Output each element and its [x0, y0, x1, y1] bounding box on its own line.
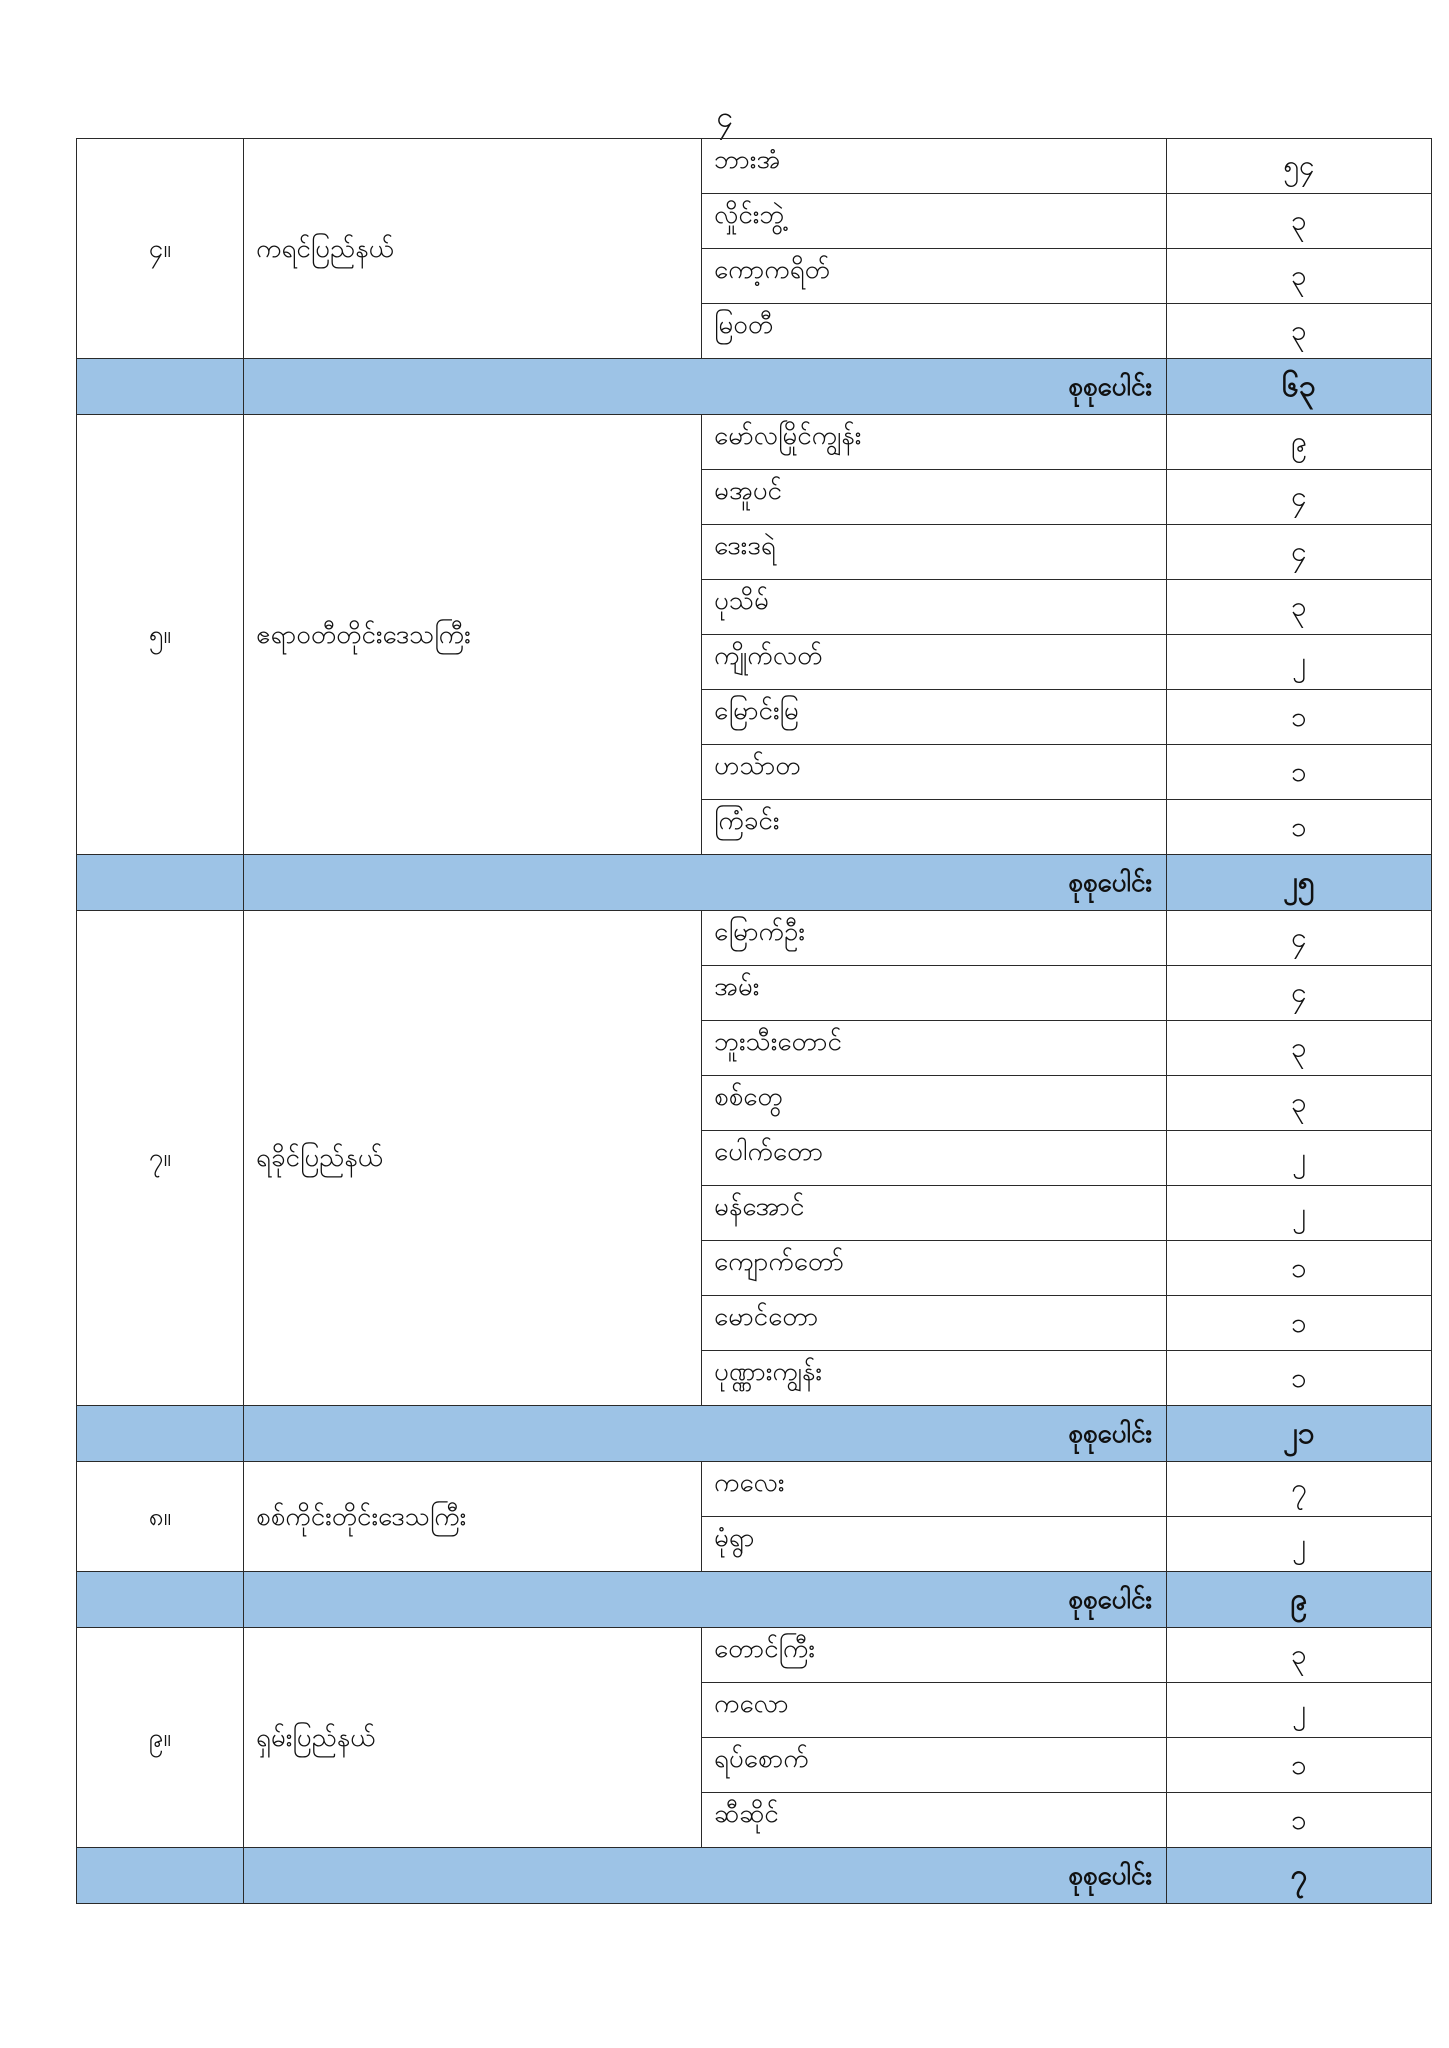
township-count: ၃ [1167, 1021, 1432, 1076]
table-row [77, 1628, 1432, 1683]
total-row [77, 855, 1432, 911]
township-count: ၁ [1167, 800, 1432, 855]
township-count: ၄ [1167, 470, 1432, 525]
township-count: ၃ [1167, 249, 1432, 304]
township-name: လှိုင်းဘွဲ့ [702, 194, 1167, 249]
township-count: ၁ [1167, 1351, 1432, 1406]
township-name: ရပ်စောက် [702, 1738, 1167, 1793]
township-count: ၁ [1167, 745, 1432, 800]
total-value: ၆၃ [1167, 359, 1432, 415]
table-row [77, 139, 1432, 194]
township-count: ၁ [1167, 1241, 1432, 1296]
township-count: ၂ [1167, 635, 1432, 690]
township-count-table [76, 138, 1432, 1904]
township-name: ကလော [702, 1683, 1167, 1738]
township-name: စစ်တွေ [702, 1076, 1167, 1131]
total-row [77, 1848, 1432, 1904]
total-empty-cell [77, 359, 244, 415]
total-value: ၉ [1167, 1572, 1432, 1628]
total-empty-cell [77, 855, 244, 911]
township-count: ၅၄ [1167, 139, 1432, 194]
table-row [77, 1462, 1432, 1517]
group-number: ၅။ [77, 415, 244, 855]
township-count: ၁ [1167, 1296, 1432, 1351]
township-name: ကျောက်တော် [702, 1241, 1167, 1296]
township-name: မန်အောင် [702, 1186, 1167, 1241]
total-value: ၇ [1167, 1848, 1432, 1904]
township-name: ပေါက်တော [702, 1131, 1167, 1186]
township-name: မြောက်ဦး [702, 911, 1167, 966]
total-row [77, 1572, 1432, 1628]
total-label: စုစုပေါင်း [244, 359, 1167, 415]
total-label: စုစုပေါင်း [244, 1406, 1167, 1462]
township-name: ဘူးသီးတောင် [702, 1021, 1167, 1076]
page-number: ၄ [716, 100, 733, 135]
township-count: ၃ [1167, 580, 1432, 635]
township-name: ကော့ကရိတ် [702, 249, 1167, 304]
table-row [77, 415, 1432, 470]
township-name: ဆီဆိုင် [702, 1793, 1167, 1848]
region-name: ရှမ်းပြည်နယ် [244, 1628, 702, 1848]
township-count: ၄ [1167, 911, 1432, 966]
township-count: ၂ [1167, 1186, 1432, 1241]
township-name: ပုဏ္ဏားကျွန်း [702, 1351, 1167, 1406]
township-count: ၂ [1167, 1131, 1432, 1186]
total-label: စုစုပေါင်း [244, 855, 1167, 911]
total-label: စုစုပေါင်း [244, 1848, 1167, 1904]
township-name: မြောင်းမြ [702, 690, 1167, 745]
township-name: ကျိုက်လတ် [702, 635, 1167, 690]
township-name: မအူပင် [702, 470, 1167, 525]
township-count: ၂ [1167, 1683, 1432, 1738]
township-count: ၉ [1167, 415, 1432, 470]
total-empty-cell [77, 1572, 244, 1628]
township-count: ၃ [1167, 194, 1432, 249]
township-count: ၁ [1167, 690, 1432, 745]
group-number: ၈။ [77, 1462, 244, 1572]
township-count: ၇ [1167, 1462, 1432, 1517]
group-number: ၇။ [77, 911, 244, 1406]
township-name: ကလေး [702, 1462, 1167, 1517]
region-name: ဧရာဝတီတိုင်းဒေသကြီး [244, 415, 702, 855]
township-name: ပုသိမ် [702, 580, 1167, 635]
region-name: ရခိုင်ပြည်နယ် [244, 911, 702, 1406]
township-count: ၁ [1167, 1738, 1432, 1793]
total-empty-cell [77, 1406, 244, 1462]
total-label: စုစုပေါင်း [244, 1572, 1167, 1628]
region-name: စစ်ကိုင်းတိုင်းဒေသကြီး [244, 1462, 702, 1572]
township-name: အမ်း [702, 966, 1167, 1021]
total-row [77, 1406, 1432, 1462]
total-row [77, 359, 1432, 415]
group-number: ၉။ [77, 1628, 244, 1848]
township-count: ၄ [1167, 966, 1432, 1021]
township-count: ၃ [1167, 304, 1432, 359]
township-count: ၄ [1167, 525, 1432, 580]
township-name: မုံရွာ [702, 1517, 1167, 1572]
township-name: ဘားအံ [702, 139, 1167, 194]
township-name: မြဝတီ [702, 304, 1167, 359]
township-name: ဟသ်ာတ [702, 745, 1167, 800]
township-count: ၃ [1167, 1076, 1432, 1131]
township-name: မောင်တော [702, 1296, 1167, 1351]
township-name: မော်လမြိုင်ကျွန်း [702, 415, 1167, 470]
township-name: တောင်ကြီး [702, 1628, 1167, 1683]
group-number: ၄။ [77, 139, 244, 359]
total-value: ၂၁ [1167, 1406, 1432, 1462]
township-count: ၃ [1167, 1628, 1432, 1683]
township-name: ကြံခင်း [702, 800, 1167, 855]
township-count: ၂ [1167, 1517, 1432, 1572]
table-row [77, 911, 1432, 966]
township-name: ဒေးဒရဲ [702, 525, 1167, 580]
total-empty-cell [77, 1848, 244, 1904]
township-count: ၁ [1167, 1793, 1432, 1848]
total-value: ၂၅ [1167, 855, 1432, 911]
region-name: ကရင်ပြည်နယ် [244, 139, 702, 359]
